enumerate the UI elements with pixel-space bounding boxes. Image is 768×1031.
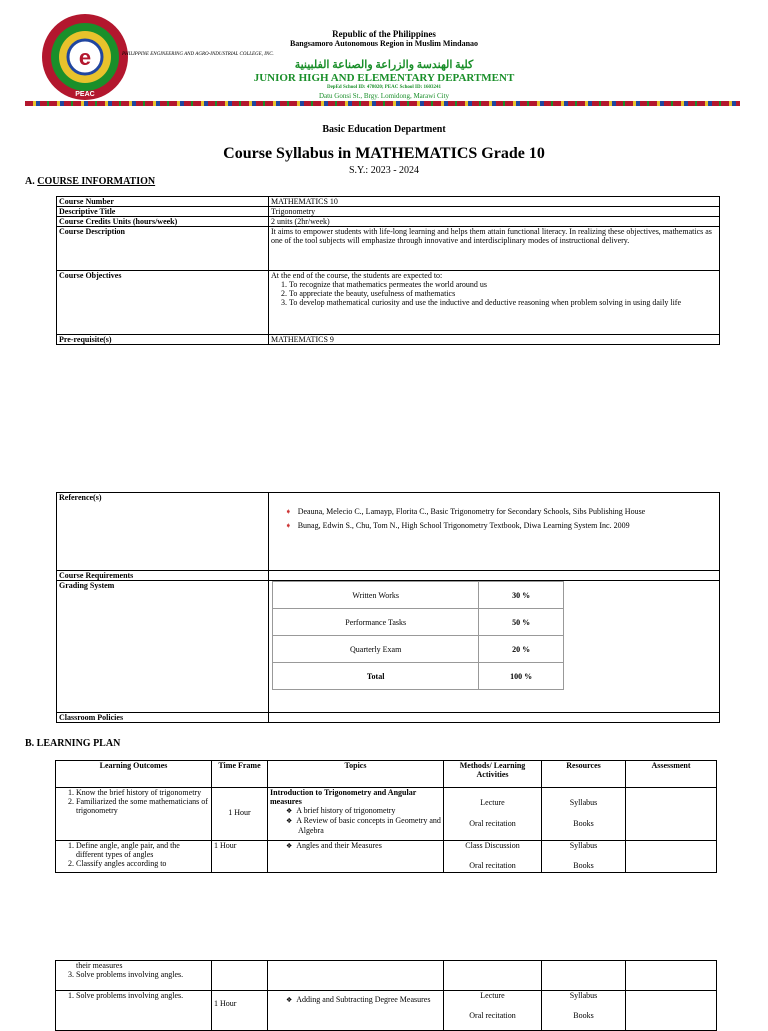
table-row: 1. Solve problems involving angles. 1 Hour ❖ Adding and Subtracting Degree Measures Lecture Oral recitation Syllabus Books: [56, 991, 717, 1031]
table-row: Course Description It aims to empower students with life-long learning and helps them attain functional literacy. In realizing these objectives, mathematics as one of the tool subjects will emphasize through innovative and interdisciplinary modes of instructional delivery.: [57, 227, 720, 271]
table-row: Course Objectives At the end of the course, the students are expected to: 1. To recognize that mathematics permeates the world around us 2. To appreciate the beauty, usefulness of mathematics 3. To develop mathematical curiosity and use the inductive and deductive reasoning when problem solving in using daily life: [57, 271, 720, 335]
table-row: their measures 3. Solve problems involving angles.: [56, 961, 717, 991]
objectives-list: [271, 280, 717, 307]
grading-table: [272, 581, 564, 690]
reference-item: ➧ Deauna, Melecio C., Lamayp, Florita C., Basic Trigonometry for Secondary Schools, Sibs Publishing House: [285, 507, 646, 516]
header-school-ids: DepEd School ID: 478020; PEAC School ID: 1603241: [326, 85, 442, 90]
header-arabic: كلية الهندسة والزراعة والصناعة الفلبينية: [294, 59, 474, 71]
table-row: Total 100 %: [273, 663, 564, 690]
logo-letter: e: [78, 45, 92, 70]
course-info-table: [56, 196, 720, 345]
list-item: 1. To recognize that mathematics permeates the world around us: [289, 280, 717, 289]
header-department: JUNIOR HIGH AND ELEMENTARY DEPARTMENT: [253, 72, 515, 84]
basic-education-heading: Basic Education Department: [322, 124, 446, 135]
page-title: Course Syllabus in MATHEMATICS Grade 10: [223, 145, 545, 162]
logo-ring-text: PEAC: [75, 91, 95, 98]
table-row: Pre-requisite(s) MATHEMATICS 9: [57, 335, 720, 345]
learning-plan-table-continued: [55, 960, 717, 1031]
header-address: Datu Gonsi St., Brgy. Lomidong, Marawi City: [318, 92, 450, 100]
table-row: Reference(s) ➧ Deauna, Melecio C., Lamayp, Florita C., Basic Trigonometry for Secondary Schools, Sibs Publishing House ➧ Bunag, Edwin S., Chu, Tom N., High School Trigonometry Textbook, Diwa Learning System Inc. 2009: [57, 493, 720, 571]
table-row: 1. Define angle, angle pair, and the different types of angles 2. Classify angles according to 1 Hour ❖ Angles and their Measures Class Discussion Oral recitation Syllabus Books: [56, 841, 717, 873]
bullet-icon: ➧: [285, 521, 292, 530]
list-item: 2. To appreciate the beauty, usefulness of mathematics: [289, 289, 717, 298]
objectives-intro: At the end of the course, the students are expected to:: [271, 271, 443, 280]
table-row: Quarterly Exam 20 %: [273, 636, 564, 663]
list-item: 3. To develop mathematical curiosity and use the inductive and deductive reasoning when problem solving in using daily life: [289, 298, 717, 307]
table-row: Classroom Policies: [57, 713, 720, 723]
table-row: Performance Tasks 50 %: [273, 609, 564, 636]
header-region: Bangsamoro Autonomous Region in Muslim Mindanao: [289, 39, 479, 48]
reference-item: ➧ Bunag, Edwin S., Chu, Tom N., High School Trigonometry Textbook, Diwa Learning System Inc. 2009: [285, 521, 630, 530]
course-requirements-table: [56, 492, 720, 723]
table-row: Course Requirements: [57, 571, 720, 581]
header-college: PHILIPPINE ENGINEERING AND AGRO-INDUSTRIAL COLLEGE, INC.: [122, 52, 274, 57]
table-row: Course Number MATHEMATICS 10: [57, 197, 720, 207]
table-row: 1. Know the brief history of trigonometry 2. Familiarized the some mathematicians of trigonometry 1 Hour Introduction to Trigonometry and Angular measures ❖ A brief history of trigonometry ❖ A Review of basic concepts in Geometry and Algebra Lecture Oral recitation Syllabus Books: [56, 788, 717, 841]
learning-plan-table: [55, 760, 717, 873]
table-row: Written Works 30 %: [273, 582, 564, 609]
bullet-icon: ➧: [285, 507, 292, 516]
section-a-heading: A. COURSE INFORMATION: [25, 176, 156, 187]
decorative-band: [25, 101, 740, 106]
header-republic: Republic of the Philippines: [332, 29, 436, 39]
table-row: Grading System Written Works 30 % Performance Tasks 50 % Quarterly Exam 20 % Total 100 %: [57, 581, 720, 713]
table-row: Descriptive Title Trigonometry: [57, 207, 720, 217]
school-year: S.Y.: 2023 - 2024: [348, 165, 420, 176]
section-b-heading: B. LEARNING PLAN: [25, 738, 121, 749]
table-header-row: Learning Outcomes Time Frame Topics Methods/ Learning Activities Resources Assessment: [56, 761, 717, 788]
table-row: Course Credits Units (hours/week) 2 units (2hr/week): [57, 217, 720, 227]
